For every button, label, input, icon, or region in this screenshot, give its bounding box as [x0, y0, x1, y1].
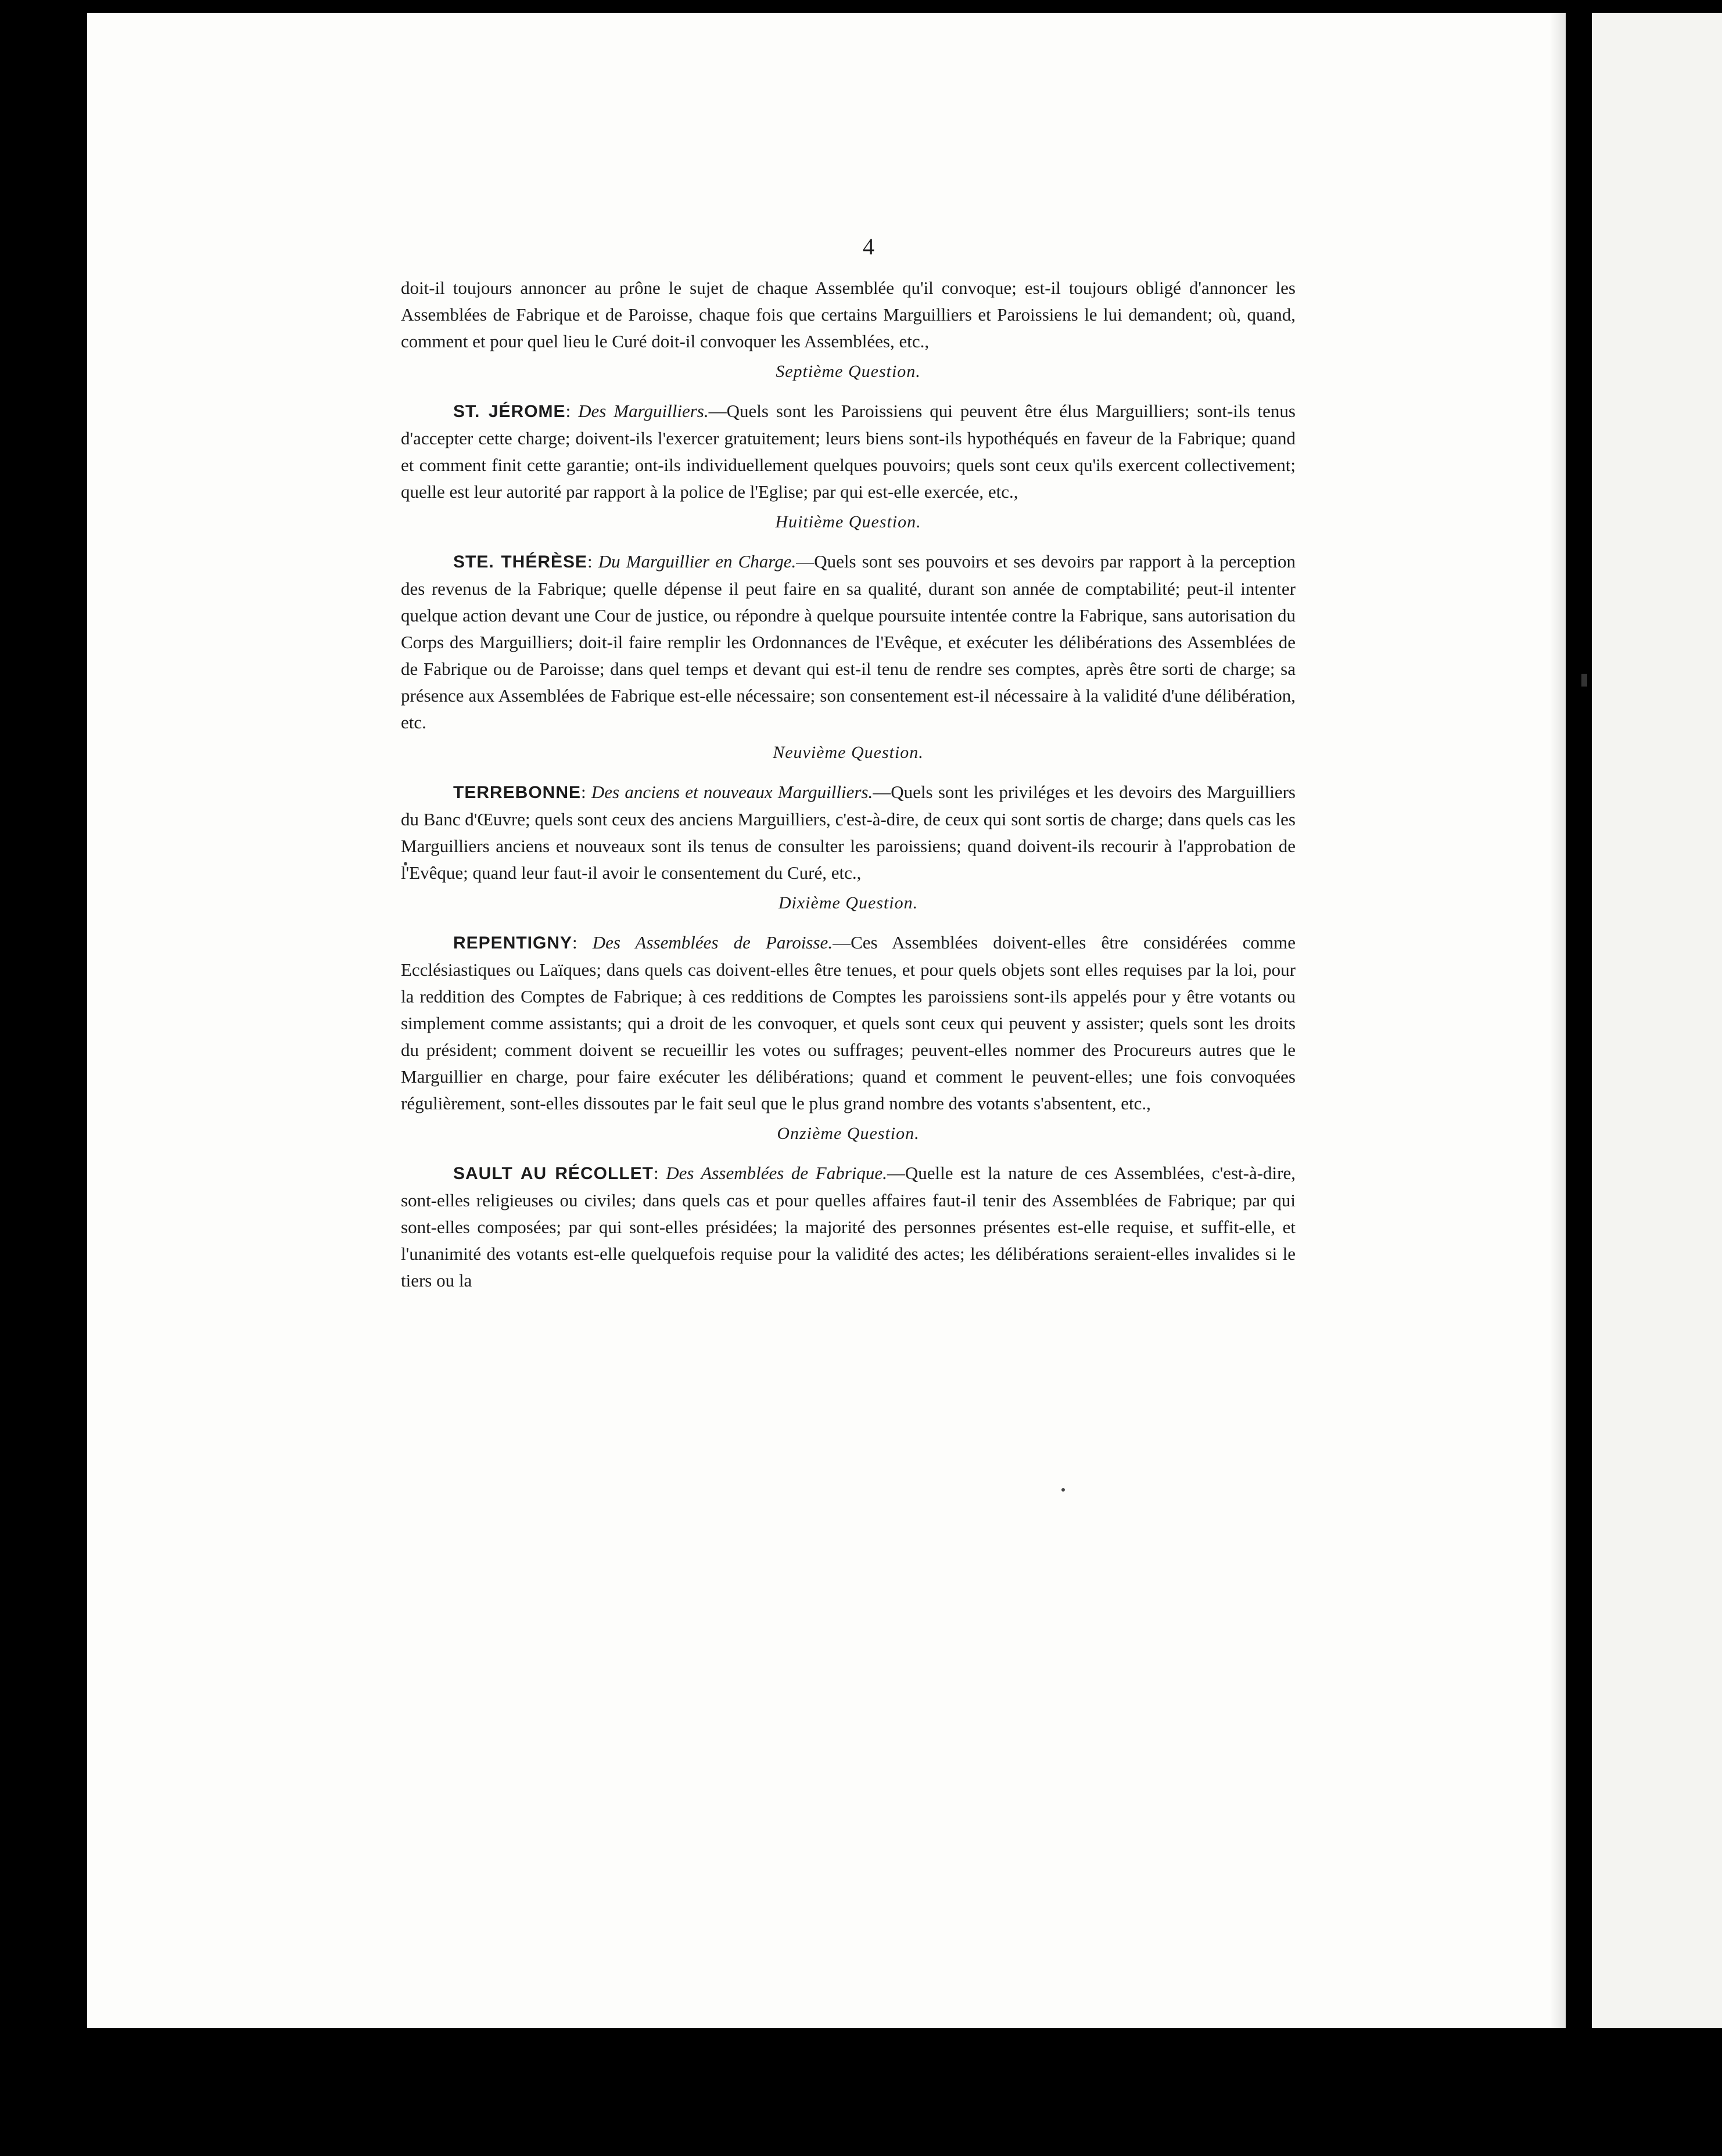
question-text: Quels sont les priviléges et les devoirs des Marguilliers du Banc d'Œuvre; quels sont ceux des anciens Marguilliers, c'est-à-dire, de ceux qui sont sortis de charge; dans quels cas les Marguilliers anciens et nouveaux sont ils tenus de consulter les paroissiens; quand doivent-ils recourir à l'approbation de l'Evêque; quand leur faut-il avoir le consentement du Curé, etc., [401, 782, 1296, 883]
parish-name: STE. THÉRÈSE [453, 552, 588, 572]
question-heading: Dixième Question. [778, 893, 919, 912]
question-paragraph: ST. JÉROME: Des Marguilliers.—Quels sont les Paroissiens qui peuvent être élus Marguilliers; sont-ils tenus d'accepter cette charge; doivent-ils l'exercer gratuitement; leurs biens sont-ils hypothéqués en faveur de la Fabrique; quand et comment finit cette garantie; ont-ils individuellement quelques pouvoirs; quels sont ceux qu'ils exercent collectivement; quelle est leur autorité par rapport à la police de l'Eglise; par qui est-elle exercée, etc., [401, 401, 1296, 502]
text-block [401, 229, 1296, 1294]
intro-paragraph: doit-il toujours annoncer au prône le sujet de chaque Assemblée qu'il convoque; est-il toujours obligé d'annoncer les Assemblées de Fabrique et de Paroisse, chaque fois que certains Marguilliers et Paroissiens le lui demandent; où, quand, comment et pour quel lieu le Curé doit-il convoquer les Assemblées, etc., [401, 278, 1296, 351]
question-text: Quels sont les Paroissiens qui peuvent être élus Marguilliers; sont-ils tenus d'accepter cette charge; doivent-ils l'exercer gratuitement; leurs biens sont-ils hypothéqués en faveur de la Fabrique; quand et comment finit cette garantie; ont-ils individuellement quelques pouvoirs; quels sont ceux qu'ils exercent collectivement; quelle est leur autorité par rapport à la police de l'Eglise; par qui est-elle exercée, etc., [401, 401, 1296, 502]
ink-speck [1061, 1488, 1065, 1492]
question-topic: Des Assemblées de Fabrique. [666, 1163, 887, 1183]
question-paragraph: SAULT AU RÉCOLLET: Des Assemblées de Fabrique.—Quelle est la nature de ces Assemblées, c'est-à-dire, sont-elles religieuses ou civiles; dans quels cas et pour quelles affaires faut-il tenir des Assemblées de Fabrique; par qui sont-elles composées; par qui sont-elles présidées; la majorité des personnes présentes est-elle requise, et suffit-elle, et l'unanimité des votants est-elle quelquefois requise pour la validité des actes; les délibérations seraient-elles invalides si le tiers ou la [401, 1163, 1296, 1291]
parish-name: TERREBONNE [453, 783, 582, 802]
question-text: Ces Assemblées doivent-elles être considérées comme Ecclésiastiques ou Laïques; dans quels cas doivent-elles être tenues, et pour quels objets sont elles requises par la loi, pour la reddition des Comptes de Fabrique; à ces redditions de Comptes les paroissiens sont-ils appelés pour y être votants ou simplement comme assistants; qui a droit de les convoquer, et quels sont ceux qui peuvent y assister; quels sont les droits du président; comment doivent se recueillir les votes ou suffrages; peuvent-elles nommer des Procureurs autres que le Marguillier en charge, pour faire exécuter les délibérations; quand et comment le peuvent-elles; une fois convoquées régulièrement, sont-elles dissoutes par le fait seul que le plus grand nombre des votants s'absentent, etc., [401, 932, 1296, 1113]
page-edge-shadow [1549, 13, 1566, 2028]
question-heading: Neuvième Question. [773, 743, 924, 762]
adjacent-page-edge [1592, 13, 1722, 2028]
parish-name: REPENTIGNY [453, 933, 573, 953]
question-section-8 [401, 509, 1296, 736]
question-paragraph: TERREBONNE: Des anciens et nouveaux Marguilliers.—Quels sont les priviléges et les devoirs des Marguilliers du Banc d'Œuvre; quels sont ceux des anciens Marguilliers, c'est-à-dire, de ceux qui sont sortis de charge; dans quels cas les Marguilliers anciens et nouveaux sont ils tenus de consulter les paroissiens; quand doivent-ils recourir à l'approbation de l'Evêque; quand leur faut-il avoir le consentement du Curé, etc., [401, 782, 1296, 883]
parish-name: SAULT AU RÉCOLLET [453, 1164, 654, 1183]
question-text: Quelle est la nature de ces Assemblées, c'est-à-dire, sont-elles religieuses ou civiles; dans quels cas et pour quelles affaires faut-il tenir des Assemblées de Fabrique; par qui sont-elles composées; par qui sont-elles présidées; la majorité des personnes présentes est-elle requise, et suffit-elle, et l'unanimité des votants est-elle quelquefois requise pour la validité des actes; les délibérations seraient-elles invalides si le tiers ou la [401, 1163, 1296, 1291]
question-heading: Huitième Question. [775, 512, 921, 531]
question-section-10 [401, 890, 1296, 1117]
question-paragraph: STE. THÉRÈSE: Du Marguillier en Charge.—Quels sont ses pouvoirs et ses devoirs par rapport à la perception des revenus de la Fabrique; quelle dépense il peut faire en sa qualité, durant son année de comptabilité; peut-il intenter quelque action devant une Cour de justice, ou répondre à quelque poursuite intentée contre la Fabrique, sans autorisation du Corps des Marguilliers; doit-il faire remplir les Ordonnances de l'Evêque, et exécuter les délibérations des Assemblées de de Fabrique ou de Paroisse; dans quel temps et devant qui est-il tenu de rendre ses comptes, après être sorti de charge; sa présence aux Assemblées de Fabrique est-elle nécessaire; son consentement est-il nécessaire à la validité d'une délibération, etc. [401, 551, 1296, 732]
page-gutter [1566, 0, 1592, 2156]
question-topic: Des Assemblées de Paroisse. [592, 932, 833, 953]
question-topic: Du Marguillier en Charge. [598, 551, 797, 572]
parish-name: ST. JÉROME [453, 402, 566, 421]
question-paragraph: REPENTIGNY: Des Assemblées de Paroisse.—Ces Assemblées doivent-elles être considérées comme Ecclésiastiques ou Laïques; dans quels cas doivent-elles être tenues, et pour quels objets sont elles requises par la loi, pour la reddition des Comptes de Fabrique; à ces redditions de Comptes les paroissiens sont-ils appelés pour y être votants ou simplement comme assistants; qui a droit de les convoquer, et quels sont ceux qui peuvent y assister; quels sont les droits du président; comment doivent se recueillir les votes ou suffrages; peuvent-elles nommer des Procureurs autres que le Marguillier en charge, pour faire exécuter les délibérations; quand et comment le peuvent-elles; une fois convoquées régulièrement, sont-elles dissoutes par le fait seul que le plus grand nombre des votants s'absentent, etc., [401, 932, 1296, 1113]
question-text: Quels sont ses pouvoirs et ses devoirs par rapport à la perception des revenus de la Fabrique; quelle dépense il peut faire en sa qualité, durant son année de comptabilité; peut-il intenter quelque action devant une Cour de justice, ou répondre à quelque poursuite intentée contre la Fabrique, sans autorisation du Corps des Marguilliers; doit-il faire remplir les Ordonnances de l'Evêque, et exécuter les délibérations des Assemblées de de Fabrique ou de Paroisse; dans quel temps et devant qui est-il tenu de rendre ses comptes, après être sorti de charge; sa présence aux Assemblées de Fabrique est-elle nécessaire; son consentement est-il nécessaire à la validité d'une délibération, etc. [401, 551, 1296, 732]
question-section-9 [401, 739, 1296, 886]
question-heading: Septième Question. [776, 362, 921, 381]
question-section-7 [401, 358, 1296, 505]
page-number: 4 [863, 233, 874, 260]
question-heading: Onzième Question. [777, 1124, 920, 1143]
question-topic: Des Marguilliers. [578, 401, 709, 421]
margin-mark [1581, 674, 1587, 687]
question-section-11 [401, 1120, 1296, 1294]
question-topic: Des anciens et nouveaux Marguilliers. [591, 782, 873, 802]
